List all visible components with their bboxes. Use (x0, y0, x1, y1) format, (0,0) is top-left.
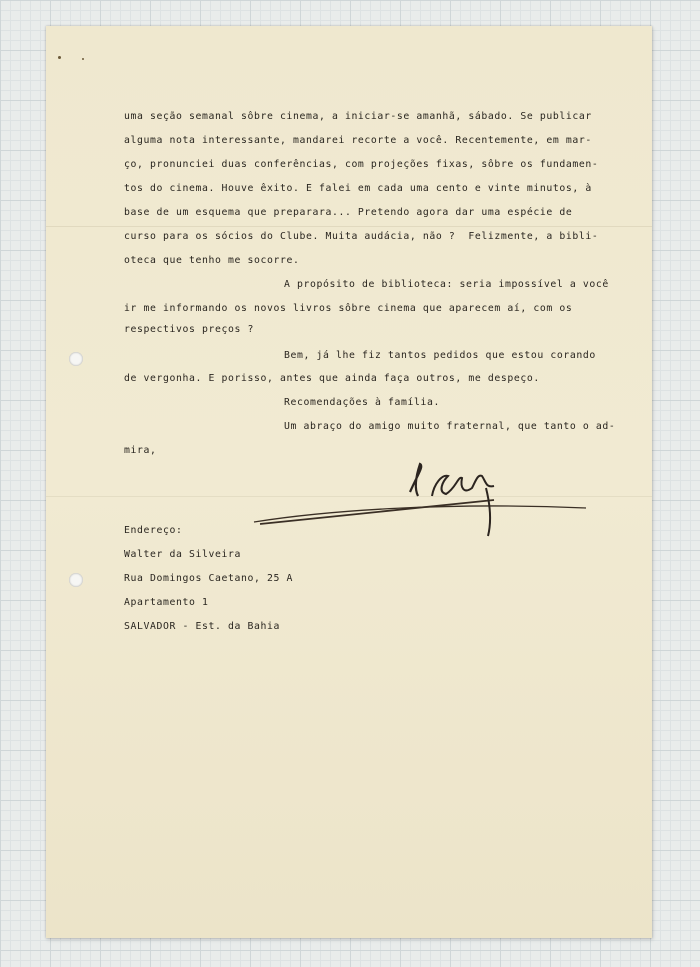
letter-line-7: oteca que tenho me socorre. (124, 255, 300, 266)
address-apartment: Apartamento 1 (124, 597, 209, 608)
punch-hole-bottom (69, 573, 83, 587)
letter-line-12: de vergonha. E porisso, antes que ainda faça outros, me despeço. (124, 373, 540, 384)
signature (250, 458, 590, 544)
letter-line-15: mira, (124, 445, 157, 456)
letter-line-4: tos do cinema. Houve êxito. E falei em cada uma cento e vinte minutos, à (124, 183, 592, 194)
letter-line-8: A propósito de biblioteca: seria impossível a você (284, 279, 609, 290)
letter-line-1: uma seção semanal sôbre cinema, a iniciar-se amanhã, sábado. Se publicar (124, 111, 592, 122)
letter-line-5: base de um esquema que preparara... Pretendo agora dar uma espécie de (124, 207, 573, 218)
letter-line-10: respectivos preços ? (124, 324, 254, 335)
letter-line-6: curso para os sócios do Clube. Muita audácia, não ? Felizmente, a bibli- (124, 231, 599, 242)
letter-line-14: Um abraço do amigo muito fraternal, que tanto o ad- (284, 421, 616, 432)
letter-line-9: ir me informando os novos livros sôbre cinema que aparecem aí, com os (124, 303, 573, 314)
address-label: Endereço: (124, 525, 183, 536)
paper-speck (58, 56, 61, 59)
address-street: Rua Domingos Caetano, 25 A (124, 573, 293, 584)
letter-line-11: Bem, já lhe fiz tantos pedidos que estou corando (284, 350, 596, 361)
letter-line-3: ço, pronunciei duas conferências, com projeções fixas, sôbre os fundamen- (124, 159, 599, 170)
paper-speck (82, 58, 84, 60)
address-city: SALVADOR - Est. da Bahia (124, 621, 280, 632)
letter-line-2: alguma nota interessante, mandarei recorte a você. Recentemente, em mar- (124, 135, 592, 146)
address-name: Walter da Silveira (124, 549, 241, 560)
punch-hole-top (69, 352, 83, 366)
letter-line-13: Recomendações à família. (284, 397, 440, 408)
